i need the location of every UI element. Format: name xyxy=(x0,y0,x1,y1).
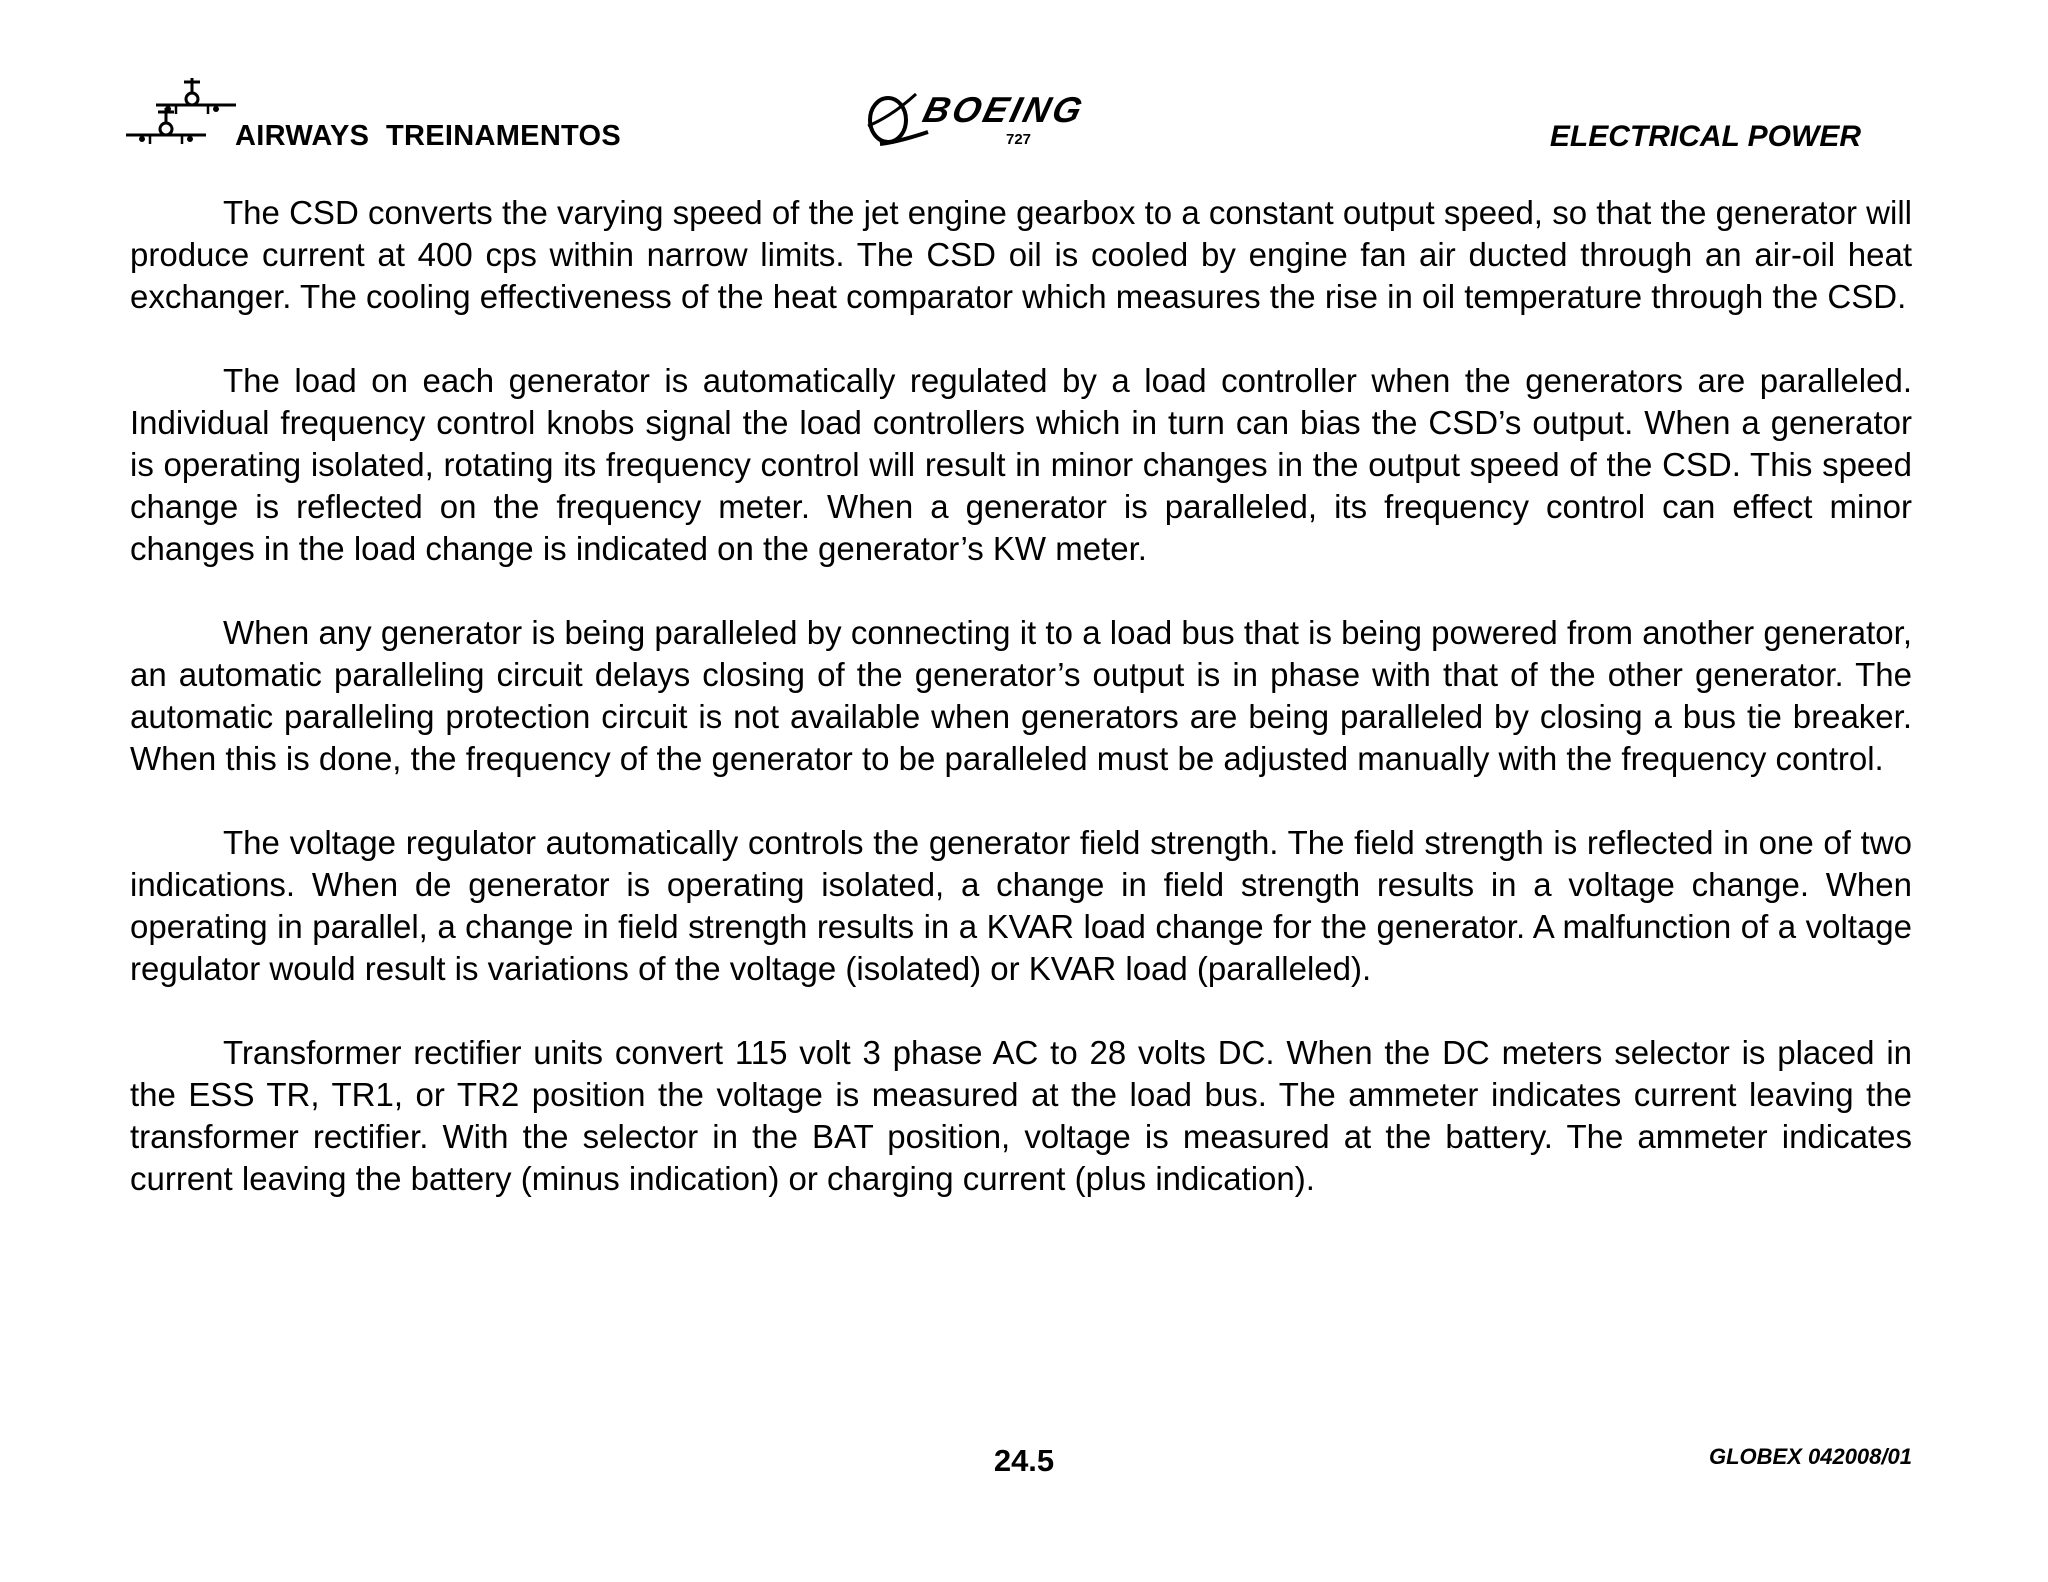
boeing-model: 727 xyxy=(1006,131,1032,148)
airplane-logo-icon xyxy=(126,72,236,152)
document-code: GLOBEX 042008/01 xyxy=(1708,1444,1912,1469)
paragraph: When any generator is being paralleled by connecting it to a load bus that is being powered from another generator, an automatic paralleling circuit delays closing of the generator’s output is in phase with that of the other generator. The automatic paralleling protection circuit is not available when generators are being paralleled by closing a bus tie breaker. When this is done, the frequency of the generator to be paralleled must be adjusted manually with the frequency control. xyxy=(130,614,1912,777)
page-number: 24.5 xyxy=(993,1443,1055,1478)
company-name: AIRWAYS TREINAMENTOS xyxy=(235,120,622,152)
paragraph: The load on each generator is automatically regulated by a load controller when the generators are paralleled. Individual frequency control knobs signal the load controllers which in turn can bias the CSD’s output. When a generator is operating isolated, rotating its frequency control will result in minor changes in the output speed of the CSD. This speed change is reflected on the frequency meter. When a generator is paralleled, its frequency control can effect minor changes in the load change is indicated on the generator’s KW meter. xyxy=(130,362,1912,567)
paragraph: The voltage regulator automatically controls the generator field strength. The field strength is reflected in one of two indications. When de generator is operating isolated, a change in field strength results in a voltage change. When operating in parallel, a change in field strength results in a KVAR load change for the generator. A malfunction of a voltage regulator would result is variations of the voltage (isolated) or KVAR load (paralleled). xyxy=(130,824,1912,987)
page-header xyxy=(0,0,2048,170)
paragraph: The CSD converts the varying speed of the jet engine gearbox to a constant output speed, so that the generator will produce current at 400 cps within narrow limits. The CSD oil is cooled by engine fan air ducted through an air-oil heat exchanger. The cooling effectiveness of the heat comparator which measures the rise in oil temperature through the CSD. xyxy=(130,194,1912,315)
boeing-wordmark: BOEING xyxy=(919,89,1090,130)
document-body xyxy=(130,192,1912,1242)
paragraph: Transformer rectifier units convert 115 volt 3 phase AC to 28 volts DC. When the DC meters selector is placed in the ESS TR, TR1, or TR2 position the voltage is measured at the load bus. The ammeter indicates current leaving the transformer rectifier. With the selector in the BAT position, voltage is measured at the battery. The ammeter indicates current leaving the battery (minus indication) or charging current (plus indication). xyxy=(130,1034,1912,1197)
section-title: ELECTRICAL POWER xyxy=(1549,120,1861,153)
